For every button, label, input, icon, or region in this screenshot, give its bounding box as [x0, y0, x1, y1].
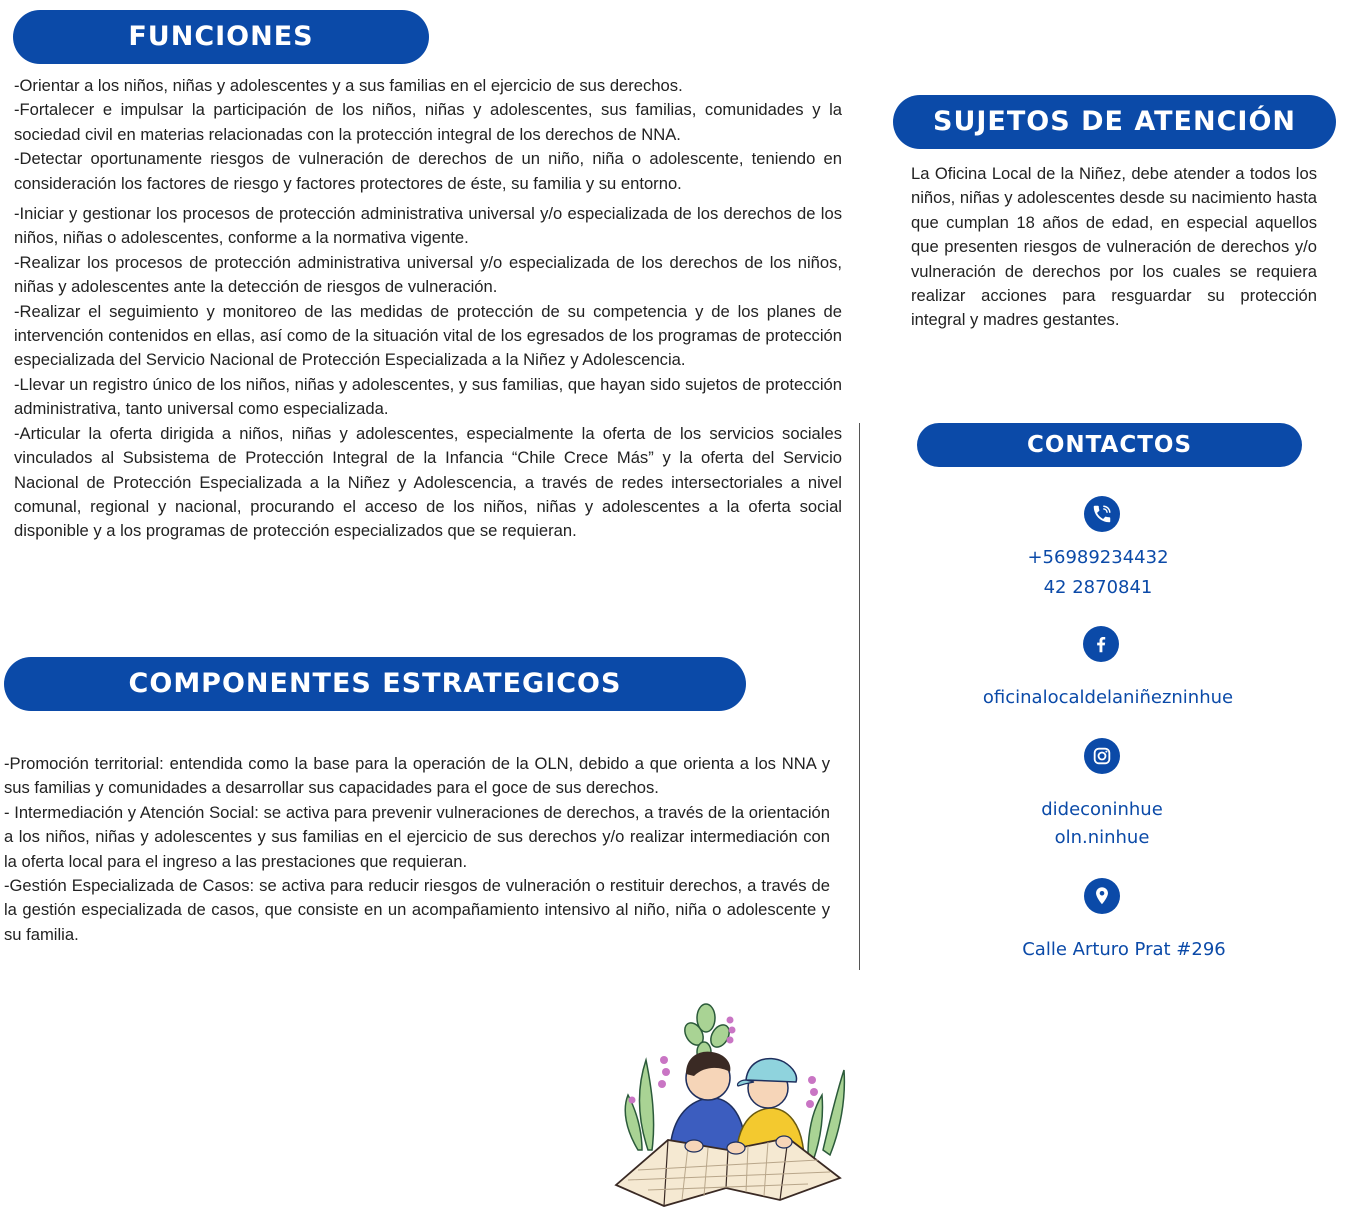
componentes-item: -Promoción territorial: entendida como la base para la operación de la OLN, debido a que orienta a los NNA y sus familias y comunidades a desarrollar sus capacidades para el goce de sus derechos.	[4, 754, 830, 798]
funciones-item: -Llevar un registro único de los niños, niñas y adolescentes, y sus familias, que hayan sido sujetos de protección administrativa, tanto universal como especializada.	[14, 374, 842, 419]
instagram-icon	[1084, 738, 1120, 774]
instagram-handle-dideco[interactable]: dideconinhue	[1041, 799, 1163, 820]
sujetos-text	[911, 162, 1317, 333]
componentes-title: COMPONENTES ESTRATEGICOS	[128, 668, 622, 699]
funciones-title: FUNCIONES	[128, 21, 314, 52]
funciones-list	[14, 74, 842, 544]
instagram-handle-oln[interactable]: oln.ninhue	[1054, 827, 1150, 848]
sujetos-heading	[893, 95, 1336, 149]
sujetos-title: SUJETOS DE ATENCIÓN	[933, 106, 1296, 137]
funciones-item: -Detectar oportunamente riesgos de vulneración de derechos de un niño, niña o adolescente, teniendo en consideración los factores de riesgo y factores protectores de éste, su familia y su entorno.	[14, 149, 842, 193]
phone-number-landline[interactable]: 42 2870841	[1043, 577, 1153, 598]
location-icon	[1084, 878, 1120, 914]
facebook-handle[interactable]: oficinalocaldelaniñezninhue	[982, 687, 1234, 708]
funciones-item: -Fortalecer e impulsar la participación de los niños, niñas y adolescentes, sus familias, comunidades y la sociedad civil en materias relacionadas con la protección integral de los derechos de NNA.	[14, 100, 842, 144]
funciones-item: -Realizar los procesos de protección administrativa universal y/o especializada de los derechos de los niños, niñas y adolescentes ante la detección de riesgos de vulneración.	[14, 252, 842, 297]
funciones-item: -Articular la oferta dirigida a niños, niñas y adolescentes, especialmente la oferta de los servicios sociales vinculados al Subsistema de Protección Integral de la Infancia “Chile Crece Más” y la oferta del Servicio Nacional de Protección Especializada a la Niñez y Adolescencia, a través de redes intersectoriales a nivel comunal, regional y nacional, procurando el acceso de los niños, niñas y adolescentes a la oferta social disponible y a los programas de protección especializados que se requieran.	[14, 423, 842, 541]
funciones-heading	[13, 10, 429, 64]
componentes-item: - Intermediación y Atención Social: se activa para prevenir vulneraciones de derechos, a través de la orientación a los niños, niñas y adolescentes y sus familias en el ejercicio de sus derechos y/o realizar intermediación con la oferta local para el ingreso a las prestaciones que requieran.	[4, 802, 830, 871]
children-map-illustration	[608, 1000, 853, 1212]
address-text[interactable]: Calle Arturo Prat #296	[1022, 939, 1226, 960]
funciones-item: -Iniciar y gestionar los procesos de protección administrativa universal y/o especializada de los derechos de los niños, niñas o adolescentes, conforme a la normativa vigente.	[14, 204, 842, 248]
componentes-heading	[4, 657, 746, 711]
componentes-item: -Gestión Especializada de Casos: se activa para reducir riesgos de vulneración o restituir derechos, a través de la gestión especializada de casos, que consiste en un acompañamiento intensivo al niño, niña o adolescente y su familia.	[4, 876, 830, 944]
sujetos-paragraph: La Oficina Local de la Niñez, debe atender a todos los niños, niñas y adolescentes desde su nacimiento hasta que cumplan 18 años de edad, en especial aquellos que presenten riesgos de vulneración de derechos y/o vulneración de derechos por los cuales se requiera realizar acciones para resguardar su protección integral y madres gestantes.	[911, 164, 1317, 330]
funciones-item: -Realizar el seguimiento y monitoreo de las medidas de protección de su competencia y de los planes de intervención contenidos en ellas, así como de la situación vital de los egresados de los programas de protección especializada del Servicio Nacional de Protección Especializada a la Niñez y Adolescencia.	[14, 301, 842, 370]
contactos-heading	[917, 423, 1302, 467]
componentes-list	[4, 752, 830, 947]
column-divider	[859, 423, 860, 970]
phone-number-mobile[interactable]: +56989234432	[1027, 547, 1169, 568]
facebook-icon	[1083, 626, 1119, 662]
phone-icon	[1084, 496, 1120, 532]
funciones-item: -Orientar a los niños, niñas y adolescentes y a sus familias en el ejercicio de sus derechos.	[14, 76, 683, 95]
child-blue	[670, 1052, 746, 1150]
plant-left	[625, 1060, 653, 1150]
contactos-title: CONTACTOS	[1026, 432, 1193, 458]
